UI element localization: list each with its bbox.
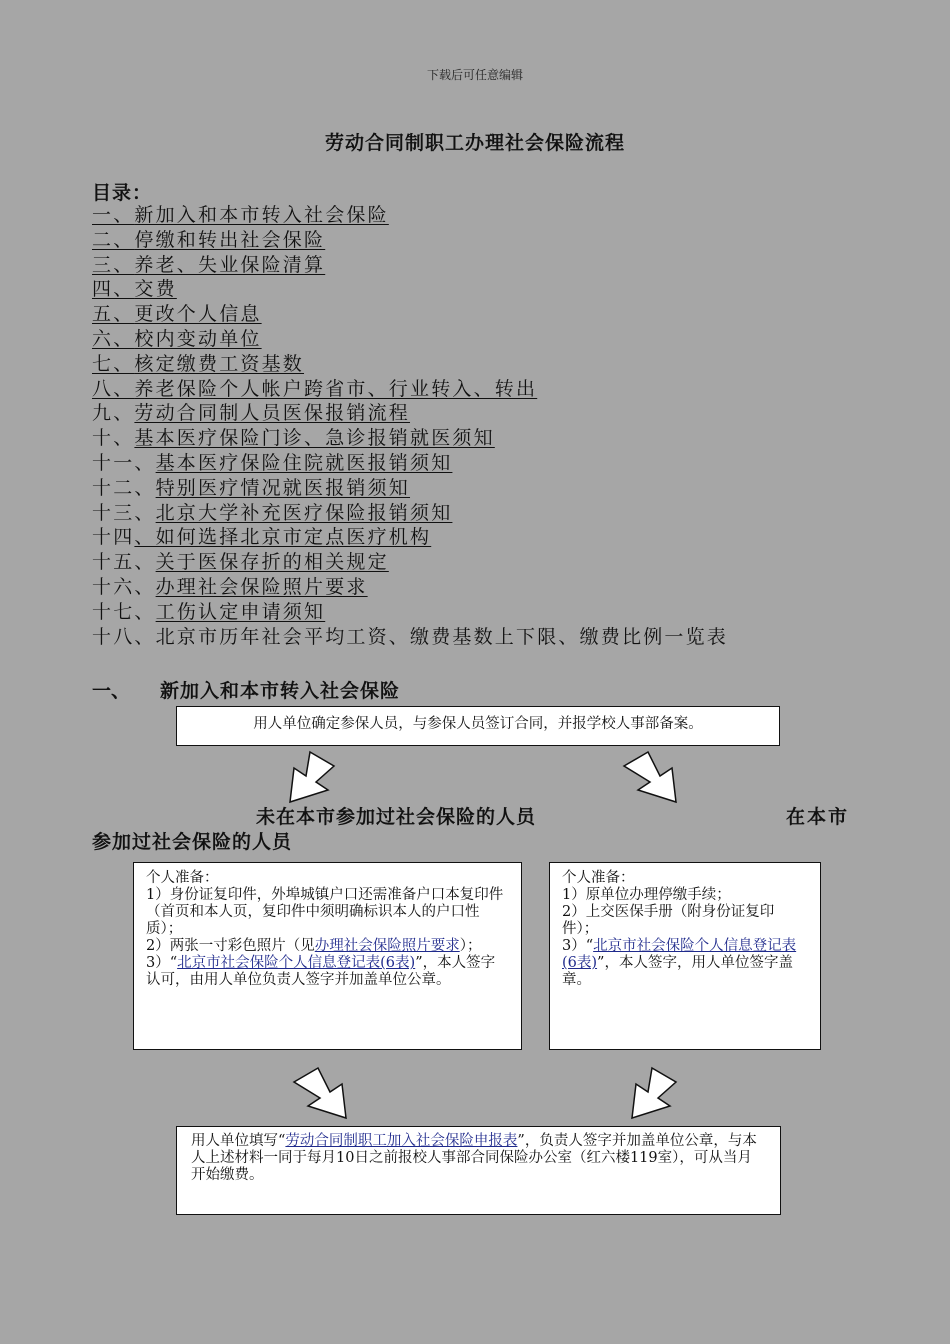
- toc-item[interactable]: [92, 501, 728, 526]
- toc-item[interactable]: [92, 302, 728, 327]
- toc-item[interactable]: [92, 253, 728, 278]
- branch-label-new: 未在本市参加过社会保险的人员: [256, 806, 537, 828]
- toc-item[interactable]: [92, 203, 728, 228]
- requirement-item-2-text: 2）两张一寸彩色照片（见: [146, 938, 315, 954]
- toc-item-number: 二、: [92, 228, 135, 251]
- toc-item-title: 交费: [134, 278, 177, 301]
- requirement-item-3: [146, 955, 509, 989]
- personal-info-form-link[interactable]: 北京市社会保险个人信息登记表(6表): [562, 938, 797, 971]
- transfer-member-requirements-box: [549, 862, 821, 1050]
- flow-step-confirm-box: [176, 706, 780, 746]
- toc-item-number: 十一、: [92, 451, 156, 474]
- toc-item[interactable]: [92, 426, 728, 451]
- toc-item[interactable]: [92, 277, 728, 302]
- requirement-item-3-text: 3）“: [146, 955, 178, 971]
- enrollment-form-link[interactable]: 劳动合同制职工加入社会保险申报表: [285, 1133, 518, 1149]
- requirement-item-1: 1）原单位办理停缴手续；: [562, 887, 731, 903]
- requirement-item-3-tail: ”，本人签字，用人单位签字盖章。: [562, 955, 793, 988]
- toc-item[interactable]: [92, 377, 728, 402]
- toc-item-title: 、如何选择北京市定点医疗机构: [134, 526, 432, 549]
- branch-label-existing-part2: 参加过社会保险的人员: [92, 831, 293, 853]
- toc-item[interactable]: [92, 600, 728, 625]
- toc-item[interactable]: [92, 575, 728, 600]
- toc-item[interactable]: [92, 451, 728, 476]
- toc-item-number: 十八、: [92, 625, 156, 648]
- arrow-down-right-icon: [616, 750, 686, 810]
- toc-item[interactable]: [92, 401, 728, 426]
- toc-item-title: 基本医疗保险住院就医报销须知: [155, 451, 453, 474]
- toc-item[interactable]: [92, 550, 728, 575]
- requirements-heading: 个人准备：: [146, 870, 219, 886]
- branch-label-existing-part1: 在本市: [786, 806, 850, 828]
- toc-item-title: 新加入和本市转入社会保险: [134, 204, 389, 226]
- requirement-item-3: [562, 938, 808, 989]
- toc-item[interactable]: [92, 327, 728, 352]
- toc-item-number: 十六、: [92, 575, 156, 598]
- section-title: 新加入和本市转入社会保险: [160, 680, 401, 702]
- toc-item-number: 九、: [92, 402, 135, 425]
- toc-item-title: 养老、失业保险清算: [134, 253, 326, 276]
- toc-item[interactable]: [92, 228, 728, 253]
- toc-label: 目录：: [92, 182, 153, 204]
- requirement-item-1: 1）身份证复印件，外埠城镇户口还需准备户口本复印件（首页和本人页，复印件中须明确标识本人的户口性质）；: [146, 887, 504, 937]
- toc-item-number: 一、: [92, 204, 135, 226]
- requirement-item-3-text: 3）“: [562, 938, 594, 954]
- arrow-down-left-icon: [284, 750, 354, 810]
- section-number: 一、: [92, 680, 131, 702]
- toc-item-number: 五、: [92, 303, 135, 326]
- toc-item-title: 核定缴费工资基数: [134, 352, 305, 375]
- requirement-item-2: 2）上交医保手册（附身份证复印件）；: [562, 904, 775, 937]
- toc-item-title: 停缴和转出社会保险: [134, 228, 326, 251]
- toc-item[interactable]: [92, 476, 728, 501]
- submission-text-pre: 用人单位填写“: [191, 1133, 286, 1149]
- arrow-down-right-icon: [286, 1066, 356, 1126]
- toc-item-title: 劳动合同制人员医保报销流程: [134, 402, 411, 425]
- toc-item-number: 十、: [92, 427, 135, 450]
- toc-item-number: 三、: [92, 253, 135, 276]
- toc-item-number: 六、: [92, 327, 135, 350]
- toc-item-number: 四、: [92, 278, 135, 301]
- flow-step-confirm-text: 用人单位确定参保人员，与参保人员签订合同，并报学校人事部备案。: [253, 716, 703, 732]
- new-member-requirements-box: [133, 862, 522, 1050]
- toc-item-title: 北京市历年社会平均工资、缴费基数上下限、缴费比例一览表: [155, 625, 729, 648]
- toc-item[interactable]: [92, 352, 728, 377]
- arrow-down-left-icon: [626, 1066, 696, 1126]
- toc-item-number: 十二、: [92, 476, 156, 499]
- toc-item-title: 特别医疗情况就医报销须知: [155, 476, 411, 499]
- photo-requirements-link[interactable]: 办理社会保险照片要求: [314, 938, 460, 954]
- toc-item[interactable]: [92, 625, 728, 650]
- requirement-item-2: [146, 938, 509, 955]
- requirement-item-2-tail: ）；: [459, 938, 482, 954]
- toc-item-title: 北京大学补充医疗保险报销须知: [155, 501, 453, 524]
- toc-item-title: 关于医保存折的相关规定: [155, 551, 389, 574]
- toc-item-number: 八、: [92, 377, 135, 400]
- submission-text-post: ”，负责人签字并加盖单位公章，与本人上述材料一同于每月10日之前报校人事部合同保险办公室（红六楼119室），可从当月开始缴费。: [191, 1133, 757, 1183]
- personal-info-form-link[interactable]: 北京市社会保险个人信息登记表(6表): [177, 955, 416, 971]
- toc-item-title: 基本医疗保险门诊、急诊报销就医须知: [134, 427, 495, 450]
- toc-item-number: 十五、: [92, 551, 156, 574]
- requirements-heading: 个人准备：: [562, 870, 635, 886]
- toc-item-number: 十七、: [92, 600, 156, 623]
- toc-item-title: 工伤认定申请须知: [155, 600, 326, 623]
- requirement-item-3-tail: ”，本人签字认可，由用人单位负责人签字并加盖单位公章。: [146, 955, 496, 988]
- toc-item[interactable]: [92, 525, 728, 550]
- table-of-contents: [92, 203, 728, 649]
- employer-submission-box: [176, 1126, 781, 1215]
- toc-item-title: 校内变动单位: [134, 327, 262, 350]
- toc-item-number: 十四: [92, 526, 135, 549]
- document-title: 劳动合同制职工办理社会保险流程: [324, 132, 625, 154]
- page-header: 下载后可任意编辑: [426, 68, 523, 82]
- toc-item-number: 七、: [92, 352, 135, 375]
- toc-item-title: 更改个人信息: [134, 303, 262, 326]
- toc-item-title: 养老保险个人帐户跨省市、行业转入、转出: [134, 377, 538, 400]
- toc-item-title: 办理社会保险照片要求: [155, 575, 368, 598]
- toc-item-number: 十三、: [92, 501, 156, 524]
